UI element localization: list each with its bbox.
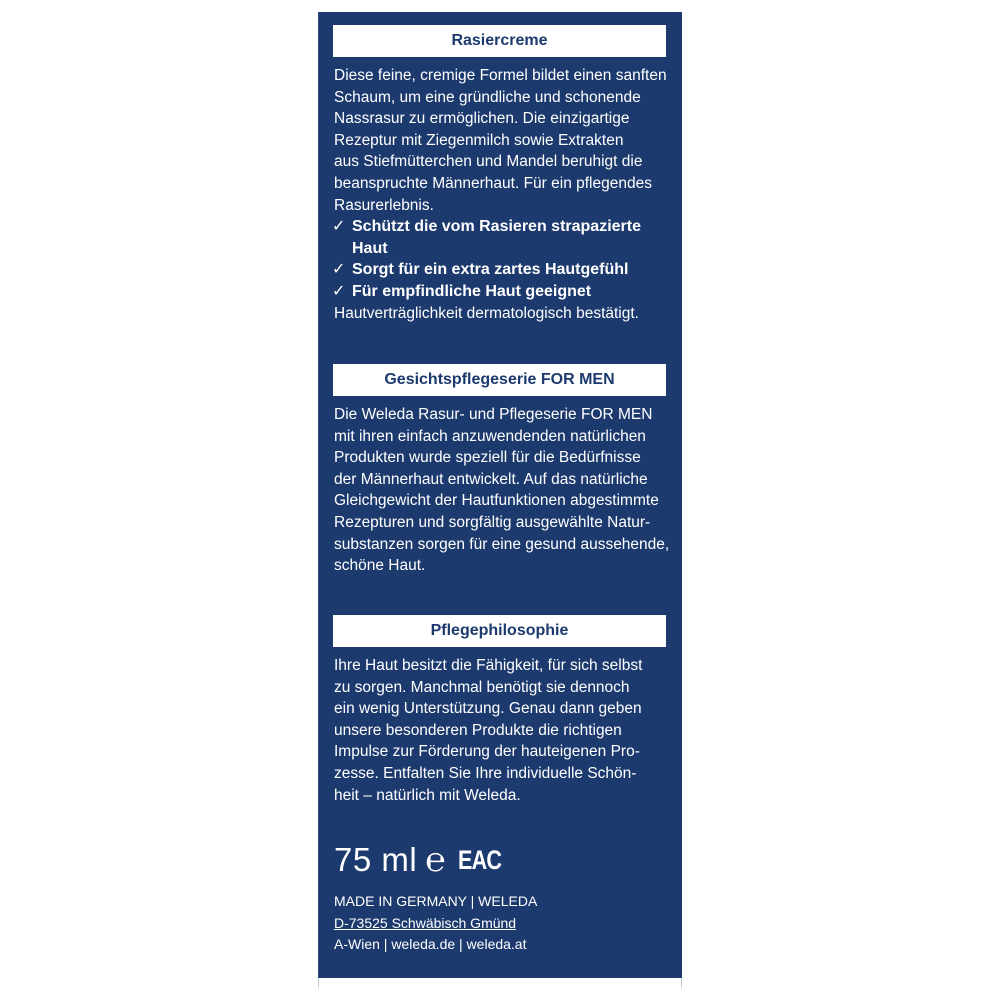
estimated-sign-icon: ℮ <box>425 841 446 879</box>
section-title-rasiercreme: Rasiercreme <box>333 25 666 57</box>
imprint-line-address: D-73525 Schwäbisch Gmünd <box>334 914 517 931</box>
benefit-text: Schützt die vom Rasieren strapazierte Haut <box>352 218 641 257</box>
benefit-text: Sorgt für ein extra zartes Hautgefühl <box>352 261 629 279</box>
dermatology-note: Hautverträglichkeit dermatologisch bestätigt. <box>334 305 639 322</box>
imprint-line-web: A-Wien | weleda.de | weleda.at <box>334 936 527 952</box>
section-body-pflegephilosophie: Ihre Haut besitzt die Fähigkeit, für sich selbst zu sorgen. Manchmal benötigt sie dennoch ein wenig Unterstützung. Genau dann geben unsere besonderen Produkte die richtigen Impulse zur Förderung der hauteigenen Pro- zesse. Entfalten Sie Ihre individuelle Schön- heit – natürlich mit Weleda. <box>334 657 643 804</box>
check-icon: ✓ <box>332 261 346 279</box>
section-body-for-men: Die Weleda Rasur- und Pflegeserie FOR MEN mit ihren einfach anzuwendenden natürlichen Produkten wurde speziell für die Bedürfnisse der Männerhaut entwickelt. Auf das natürliche Gleichgewicht der Hautfunktionen abgestimmte Rezepturen und sorgfältig ausgewählte Natur- substanzen sorgen für eine gesund aussehende, schöne Haut. <box>334 406 670 575</box>
imprint <box>334 891 537 956</box>
check-icon: ✓ <box>332 218 346 235</box>
volume-label: 75 ml <box>334 841 418 878</box>
benefit-item <box>332 281 672 303</box>
section-title-for-men: Gesichtspflegeserie FOR MEN <box>333 364 666 396</box>
benefit-item <box>332 216 672 259</box>
section-body-rasiercreme: Diese feine, cremige Formel bildet einen sanften Schaum, um eine gründliche und schonende Nassrasur zu ermöglichen. Die einzigartige Rezeptur mit Ziegenmilch sowie Extrakten aus Stiefmütterchen und Mandel beruhigt die beanspruchte Männerhaut. Für ein pflegendes Rasurerlebnis. <box>334 67 667 214</box>
check-icon: ✓ <box>332 282 346 300</box>
eac-mark-icon: EAC <box>457 845 501 875</box>
panel-bottom-edge <box>318 978 682 988</box>
benefit-item <box>332 259 672 281</box>
benefit-text: Für empfindliche Haut geeignet <box>352 282 592 300</box>
benefit-list <box>332 216 672 302</box>
section-title-pflegephilosophie: Pflegephilosophie <box>333 615 666 647</box>
volume-row <box>334 840 512 880</box>
imprint-line-origin: MADE IN GERMANY | WELEDA <box>334 893 538 909</box>
